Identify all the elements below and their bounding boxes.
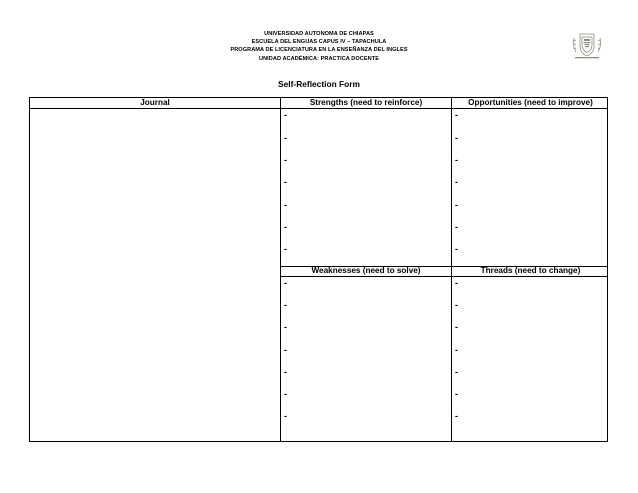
weaknesses-bullet: - [284, 411, 287, 421]
weaknesses-bullet: - [284, 389, 287, 399]
threads-header: Threads (need to change) [480, 266, 581, 275]
threads-bullet: - [455, 300, 458, 310]
school-name: ESCUELA DEL ENGUAS CAPUS IV – TAPACHULA [251, 39, 387, 46]
strengths-bullet: - [284, 244, 287, 254]
lower-header-divider [280, 276, 607, 277]
weaknesses-bullet: - [284, 300, 287, 310]
strengths-bullet: - [284, 110, 287, 120]
university-name: UNIVERSIDAD AUTONOMA DE CHIAPAS [264, 31, 374, 37]
strengths-header: Strengths (need to reinforce) [309, 98, 423, 107]
threads-bullet: - [455, 278, 458, 288]
reflection-table [29, 97, 608, 442]
opportunities-bullet: - [455, 244, 458, 254]
program-name: PROGRAMA DE LICENCIATURA EN LA ENSEÑANZA DEL INGLES [230, 47, 408, 54]
opportunities-bullet: - [455, 133, 458, 143]
strengths-bullet: - [284, 155, 287, 165]
journal-header: Journal [140, 98, 170, 107]
form-title: Self-Reflection Form [278, 79, 360, 89]
academic-unit: UNIDAD ACADÉMICA: PRACTICA DOCENTE [259, 55, 379, 62]
opportunities-bullet: - [455, 110, 458, 120]
opportunities-bullet: - [455, 200, 458, 210]
opportunities-bullet: - [455, 155, 458, 165]
strengths-bullet: - [284, 222, 287, 232]
weaknesses-bullet: - [284, 345, 287, 355]
opportunities-bullet: - [455, 222, 458, 232]
strengths-bullet: - [284, 200, 287, 210]
document-header [0, 30, 638, 63]
threads-bullet: - [455, 411, 458, 421]
header-row-divider [30, 108, 607, 109]
opportunities-header: Opportunities (need to improve) [468, 98, 593, 107]
strengths-bullet: - [284, 133, 287, 143]
opportunities-bullet: - [455, 177, 458, 187]
threads-bullet: - [455, 322, 458, 332]
weaknesses-header: Weaknesses (need to solve) [311, 266, 421, 275]
weaknesses-bullet: - [284, 278, 287, 288]
weaknesses-bullet: - [284, 322, 287, 332]
threads-bullet: - [455, 389, 458, 399]
threads-bullet: - [455, 367, 458, 377]
strengths-bullet: - [284, 177, 287, 187]
university-crest-icon [571, 30, 603, 60]
threads-bullet: - [455, 345, 458, 355]
weaknesses-bullet: - [284, 367, 287, 377]
